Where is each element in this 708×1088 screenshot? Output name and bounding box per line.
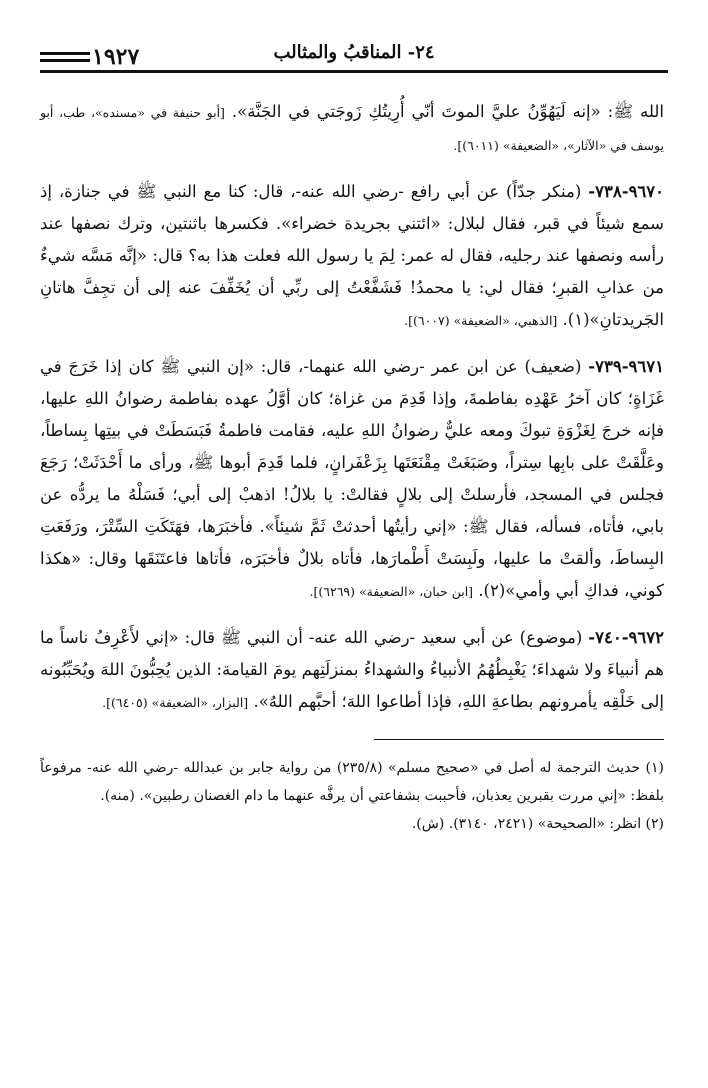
header-rule <box>40 70 668 73</box>
chapter-title: ٢٤- المناقبُ والمثالب <box>273 42 435 63</box>
hadith-text: (منكر جدّاً) عن أبي رافع -رضي الله عنه-، قال: كنا مع النبي ﷺ في جنازة، إذ سمع شيئاً في قبر، فقال لبلال: «ائتني بجريدة خضراء». فكسرها باثنتين، وترك نصفها عند رأسه ونصفها عند رجليه، فقال له عمر: لِمَ يا رسول الله فعلت هذا به؟ قال: «إنَّه مَسَّه شيءٌ من عذابِ القبرِ؛ فقال لي: يا محمدُ! فَشَفَّعْتُ إلى ربِّي أن يُخَفِّفَ عنه إلى أن تجِفَّ هاتانِ الجَريدتانِ»(١). <box>40 182 664 329</box>
hadith-entry <box>40 351 664 608</box>
hadith-number: ٩٦٧١-٧٣٩- <box>588 357 664 376</box>
page-body <box>40 96 664 838</box>
hadith-text: (ضعيف) عن ابن عمر -رضي الله عنهما-، قال: «إن النبي ﷺ كان إذا خَرَجَ في غَزَاةٍ؛ كان آخرُ عَهْدِه بفاطمةَ، وإذا قَدِمَ من غزاة؛ كان أوَّلُ عهده بفاطمة رضوانُ اللهِ عليها، فإنه خرجَ لِغَزْوَةِ تبوكَ ومعه عليٌّ رضوانُ اللهِ عليه، فقامت فاطمةُ فَبَسَطَتْ في بيتِها بِساطاً، وعَلَّقَتْ على بابِها سِتراً، وصَبَغَتْ مِقْنَعَتَها بِزَعْفَرانٍ، فلما قَدِمَ أبوها ﷺ، ورأى ما أَحْدَثَتْ؛ رَجَعَ فجلس في المسجد، فأرسلتْ إلى بلالٍ فقالتْ: يا بلالُ! اذهبْ إلى أبي؛ فَسَلْهُ ما يردُّه عن بابي، فأتاه، فسأله، فقال ﷺ: «إني رأيتُها أحدثتْ ثَمَّ شيئاً». فأخبَرَها، فهَتَكَتِ السِّتْرَ، ورَفَعَتِ البِساطَ، وألقتْ ما عليها، ولَبِسَتْ أَطْمارَها، فأتاه بلالٌ فأخبَرَه، فأتاها فاعتَنَقَها وقال: «هكذا كوني، فداكِ أبي وأمي»(٢). <box>40 357 664 600</box>
footnote-separator <box>374 739 664 740</box>
hadith-entry <box>40 96 664 162</box>
hadith-source: [الذهبي، «الضعيفة» (٦٠٠٧)]. <box>404 313 558 328</box>
hadith-text: الله ﷺ: «إنه لَيَهُوِّنُ عليَّ الموتَ أنّي أُرِيتُكِ زَوجَتي في الجَنَّة». <box>231 102 664 121</box>
hadith-entry <box>40 622 664 719</box>
hadith-number: ٩٦٧٠-٧٣٨- <box>588 182 665 201</box>
page-number: ١٩٢٧ <box>92 44 140 70</box>
header-double-rule-top <box>40 52 90 55</box>
running-header <box>40 40 668 74</box>
hadith-source: [ابن حبان، «الضعيفة» (٦٢٦٩)]. <box>309 584 474 599</box>
footnote: (٢) انظر: «الصحيحة» (٢٤٢١، ٣١٤٠). (ش). <box>411 816 664 832</box>
hadith-entry <box>40 176 664 337</box>
footnote: (١) حديث الترجمة له أصل في «صحيح مسلم» (٢٣٥/٨) من رواية جابر بن عبدالله -رضي الله عنه- مرفوعاً بلفظ: «إني مررت بقبرين يعذبان، فأحببت بشفاعتي أن يرفَّه عنهما ما دام الغصنان رطبين». (منه). <box>40 760 664 804</box>
hadith-source: [البزار، «الضعيفة» (٦٤٠٥)]. <box>102 695 249 710</box>
hadith-text: (موضوع) عن أبي سعيد -رضي الله عنه- أن النبي ﷺ قال: «إني لأَعْرِفُ ناساً ما هم أنبياءَ ولا شهداءَ؛ يَغْبِطُهُمُ الأنبياءُ والشهداءُ بمنزلَتِهم يومَ القيامة: الذين يُحِبُّونَ اللهَ ويُحَبِّبُونه إلى خَلْقِه يأمرونهم بطاعةِ اللهِ، فإذا أطاعوا اللهَ؛ أحبَّهم اللهُ». <box>40 628 664 711</box>
hadith-source: [أبو حنيفة في «مسنده»، طب، أبو يوسف في «الآثار»، «الضعيفة» (٦٠١١)]. <box>40 105 664 153</box>
header-double-rule-bottom <box>40 59 90 62</box>
hadith-number: ٩٦٧٢-٧٤٠- <box>588 628 664 647</box>
